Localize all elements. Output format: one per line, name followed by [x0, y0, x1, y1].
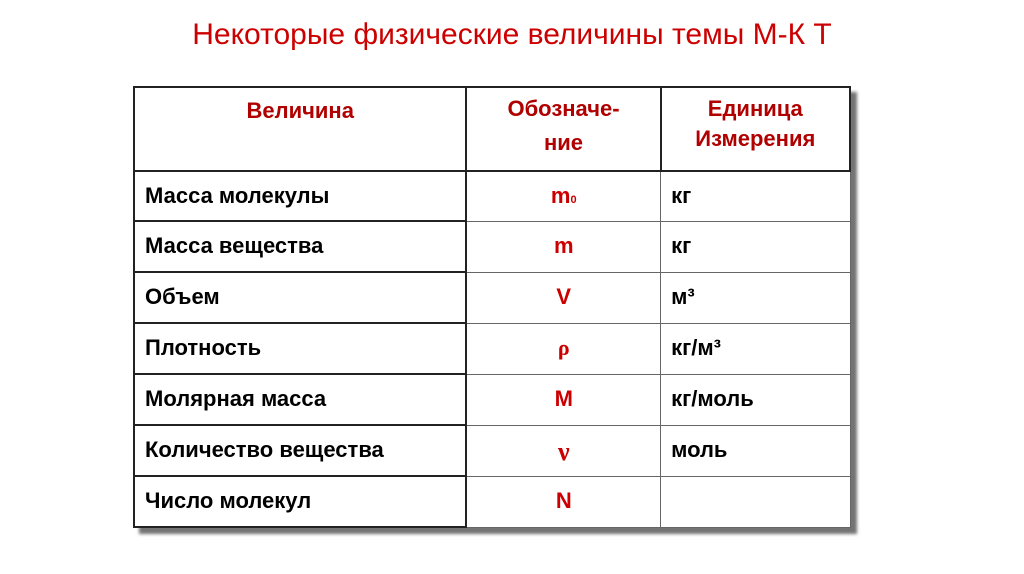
cell-symbol: ν [466, 425, 660, 476]
table-header-row [134, 87, 850, 171]
cell-symbol: M [466, 374, 660, 425]
table-row [134, 323, 850, 374]
symbol-main: m [550, 182, 571, 208]
cell-quantity: Плотность [134, 323, 466, 374]
table-row [134, 476, 850, 527]
cell-symbol [466, 171, 660, 222]
table-row [134, 221, 850, 272]
table-row [134, 374, 850, 425]
cell-unit: кг [661, 171, 850, 222]
header-quantity: Величина [134, 87, 466, 171]
cell-quantity: Масса вещества [134, 221, 466, 272]
table-row [134, 171, 850, 222]
cell-symbol: N [466, 476, 660, 527]
table-row [134, 425, 850, 476]
header-unit [661, 87, 850, 171]
cell-quantity: Объем [134, 272, 466, 323]
header-unit-line1: Единица [707, 96, 803, 121]
cell-symbol: V [466, 272, 660, 323]
header-symbol-line1: Обозначе- [507, 96, 620, 121]
cell-quantity: Число молекул [134, 476, 466, 527]
cell-unit: кг [661, 221, 850, 272]
cell-symbol: ρ [466, 323, 660, 374]
header-symbol [466, 87, 660, 171]
cell-quantity: Молярная масса [134, 374, 466, 425]
header-symbol-line2: ние [543, 130, 584, 155]
cell-unit: моль [661, 425, 850, 476]
cell-unit: м³ [661, 272, 850, 323]
slide-title: Некоторые физические величины темы М-К Т [192, 18, 832, 51]
header-unit-line2: Измерения [695, 126, 816, 151]
cell-unit: кг/м³ [661, 323, 850, 374]
cell-quantity: Масса молекулы [134, 171, 466, 222]
cell-quantity: Количество вещества [134, 425, 466, 476]
cell-unit: кг/моль [661, 374, 850, 425]
cell-symbol: m [466, 221, 660, 272]
quantities-table [133, 86, 851, 528]
symbol-subscript: 0 [570, 193, 577, 206]
cell-unit [661, 476, 850, 527]
table-row [134, 272, 850, 323]
